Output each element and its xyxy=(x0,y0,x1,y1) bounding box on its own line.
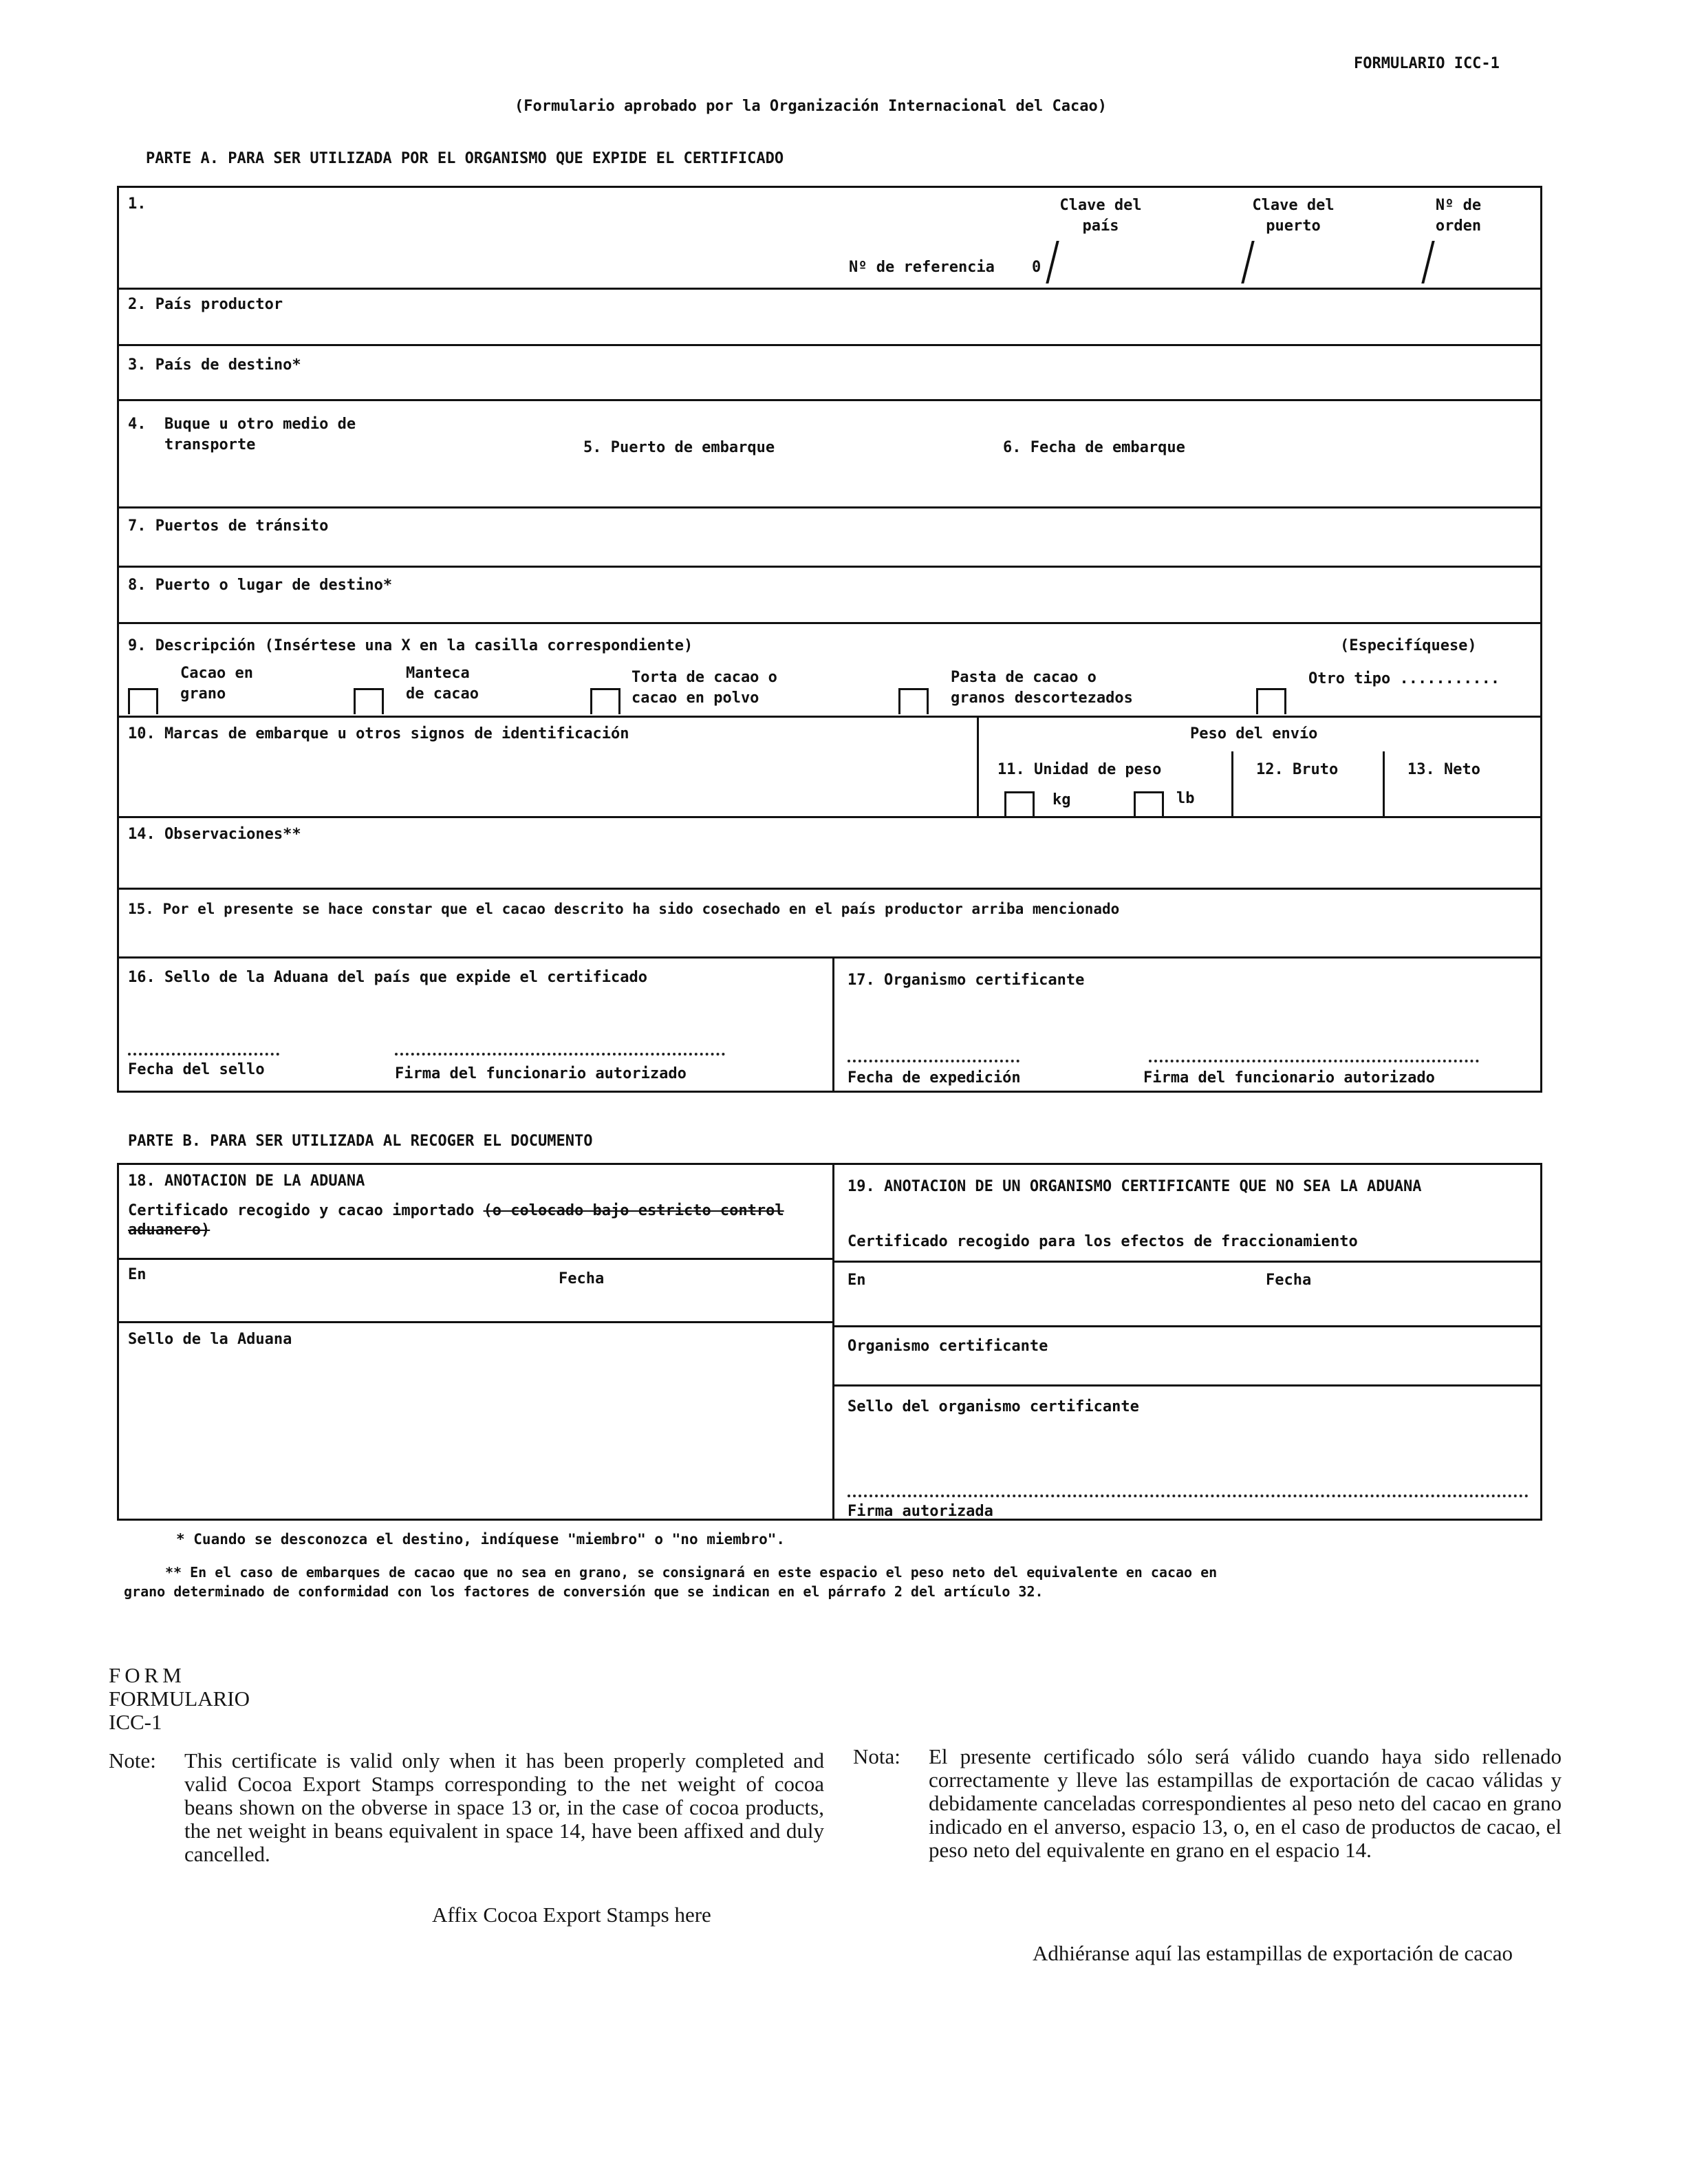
row-divider xyxy=(832,1261,1542,1263)
field-10-label: 10. Marcas de embarque u otros signos de identificación xyxy=(128,725,629,742)
fecha-sello-label: Fecha del sello xyxy=(128,1061,265,1078)
row-divider xyxy=(117,288,1542,290)
field-7-label: 7. Puertos de tránsito xyxy=(128,517,329,535)
form-code: FORMULARIO ICC-1 xyxy=(1354,55,1500,72)
row-divider xyxy=(832,1325,1542,1327)
row-divider xyxy=(117,816,1542,818)
signature-dots xyxy=(848,1060,1019,1062)
unit-kg: kg xyxy=(1052,791,1071,809)
field-18-statement: Certificado recogido y cacao importado xyxy=(128,1202,484,1219)
clave-puerto-label: Clave del puerto xyxy=(1252,197,1335,235)
field-18-text xyxy=(128,1201,816,1240)
sello-aduana-label: Sello de la Aduana xyxy=(128,1331,292,1348)
field-5-label: 5. Puerto de embarque xyxy=(583,439,775,456)
column-divider xyxy=(1231,751,1233,816)
column-divider xyxy=(832,956,834,1093)
firma-autorizada-label: Firma autorizada xyxy=(848,1503,993,1520)
field-2-label: 2. País productor xyxy=(128,296,283,313)
part-b-heading: PARTE B. PARA SER UTILIZADA AL RECOGER EL DOCUMENTO xyxy=(128,1133,593,1150)
checkbox-torta[interactable] xyxy=(590,688,620,714)
checkbox-otro[interactable] xyxy=(1256,688,1286,714)
field-17-label: 17. Organismo certificante xyxy=(848,972,1085,989)
orden-label: Nº de orden xyxy=(1435,197,1482,235)
column-divider xyxy=(977,716,979,816)
note-label: Note: xyxy=(109,1748,156,1773)
option-manteca: Manteca de cacao xyxy=(406,665,479,703)
affix-stamps-en: Affix Cocoa Export Stamps here xyxy=(432,1903,711,1927)
field-18-label: 18. ANOTACION DE LA ADUANA xyxy=(128,1173,365,1190)
field-19-text: Certificado recogido para los efectos de fraccionamiento xyxy=(848,1233,1358,1250)
field-11-label: 11. Unidad de peso xyxy=(997,761,1162,778)
field-16-label: 16. Sello de la Aduana del país que expide el certificado xyxy=(128,969,647,986)
checkbox-kg[interactable] xyxy=(1004,791,1035,817)
peso-envio-label: Peso del envío xyxy=(1190,725,1318,742)
field-13-label: 13. Neto xyxy=(1407,761,1480,778)
nota-text: El presente certificado sólo será válido cuando haya sido rellenado correctamente y lleve las estampillas de exportación de cacao válidas y debidamente canceladas correspondientes al peso neto del cacao en grano indicado en el anverso, espacio 13, o, en el caso de productos de cacao, el peso neto del equivalente en grano en el espacio 14. xyxy=(929,1744,1562,1862)
row-divider xyxy=(832,1384,1542,1387)
field-12-label: 12. Bruto xyxy=(1256,761,1339,778)
field-9-label: 9. Descripción (Insértese una X en la casilla correspondiente) xyxy=(128,637,693,654)
referencia-label: Nº de referencia xyxy=(849,259,995,276)
field-18-fecha: Fecha xyxy=(559,1270,605,1287)
row-divider xyxy=(117,566,1542,568)
organismo-certificante-label: Organismo certificante xyxy=(848,1338,1048,1355)
checkbox-manteca[interactable] xyxy=(354,688,384,714)
firma-funcionario-17: Firma del funcionario autorizado xyxy=(1143,1069,1435,1086)
option-torta: Torta de cacao o cacao en polvo xyxy=(632,669,777,707)
row-divider xyxy=(117,399,1542,401)
field-15-label: 15. Por el presente se hace constar que el cacao descrito ha sido cosechado en el país productor arriba mencionado xyxy=(128,901,1120,917)
signature-dots xyxy=(1149,1060,1479,1062)
sello-organismo-label: Sello del organismo certificante xyxy=(848,1398,1139,1415)
fecha-expedicion-label: Fecha de expedición xyxy=(848,1069,1021,1086)
checkbox-cacao-grano[interactable] xyxy=(128,688,158,714)
reverse-form-label: FORM xyxy=(109,1663,186,1687)
reverse-code: ICC-1 xyxy=(109,1710,162,1734)
part-a-heading: PARTE A. PARA SER UTILIZADA POR EL ORGANISMO QUE EXPIDE EL CERTIFICADO xyxy=(146,150,784,167)
row-divider xyxy=(117,1321,834,1323)
firma-funcionario-16: Firma del funcionario autorizado xyxy=(395,1065,687,1082)
field-3-label: 3. País de destino* xyxy=(128,356,301,374)
nota-label: Nota: xyxy=(853,1744,900,1768)
referencia-prefix: 0 xyxy=(1032,259,1041,276)
field-18-en: En xyxy=(128,1266,147,1283)
signature-dots xyxy=(128,1053,279,1056)
option-pasta: Pasta de cacao o granos descortezados xyxy=(951,669,1133,707)
field-8-label: 8. Puerto o lugar de destino* xyxy=(128,577,393,594)
footnote-1: * Cuando se desconozca el destino, indíquese "miembro" o "no miembro". xyxy=(176,1531,786,1548)
reverse-formulario-label: FORMULARIO xyxy=(109,1687,250,1711)
row-divider xyxy=(117,344,1542,346)
field-19-label: 19. ANOTACION DE UN ORGANISMO CERTIFICANTE QUE NO SEA LA ADUANA xyxy=(848,1178,1422,1195)
row-divider xyxy=(117,716,1542,718)
field-4-label: 4. Buque u otro medio de transporte xyxy=(128,416,356,453)
column-divider xyxy=(832,1163,834,1521)
footnote-2b: grano determinado de conformidad con los factores de conversión que se indican en el párrafo 2 del artículo 32. xyxy=(124,1583,1044,1600)
unit-lb: lb xyxy=(1176,790,1195,807)
signature-dots xyxy=(848,1495,1529,1497)
column-divider xyxy=(1383,751,1385,816)
clave-pais-label: Clave del país xyxy=(1059,197,1142,235)
option-cacao-grano: Cacao en grano xyxy=(180,665,253,703)
approval-note: (Formulario aprobado por la Organización Internacional del Cacao) xyxy=(515,98,1107,115)
field-19-en: En xyxy=(848,1272,866,1289)
row-divider xyxy=(117,888,1542,890)
signature-dots xyxy=(395,1053,725,1056)
row-divider xyxy=(117,1258,834,1260)
field-14-label: 14. Observaciones** xyxy=(128,826,301,843)
field-1-number: 1. xyxy=(128,195,147,213)
note-text: This certificate is valid only when it has been properly completed and valid Cocoa Export Stamps corresponding to the net weight of cocoa beans shown on the obverse in space 13 or, in the case of cocoa products, the net weight in beans equivalent in space 14, have been affixed and duly cancelled. xyxy=(184,1748,824,1866)
footnote-2a: ** En el caso de embarques de cacao que no sea en grano, se consignará en este espacio el peso neto del equivalente en cacao en xyxy=(165,1564,1218,1581)
row-divider xyxy=(117,956,1542,959)
field-19-fecha: Fecha xyxy=(1266,1272,1312,1289)
row-divider xyxy=(117,506,1542,508)
field-18-struck-text: (o colocado bajo estricto control aduanero) xyxy=(128,1202,784,1239)
especifiquese-label: (Especifíquese) xyxy=(1340,637,1477,654)
option-otro: Otro tipo ........... xyxy=(1308,670,1500,687)
field-6-label: 6. Fecha de embarque xyxy=(1003,439,1185,456)
row-divider xyxy=(117,622,1542,624)
affix-stamps-es: Adhiéranse aquí las estampillas de exportación de cacao xyxy=(1032,1941,1513,1965)
checkbox-pasta[interactable] xyxy=(898,688,929,714)
checkbox-lb[interactable] xyxy=(1134,791,1164,817)
